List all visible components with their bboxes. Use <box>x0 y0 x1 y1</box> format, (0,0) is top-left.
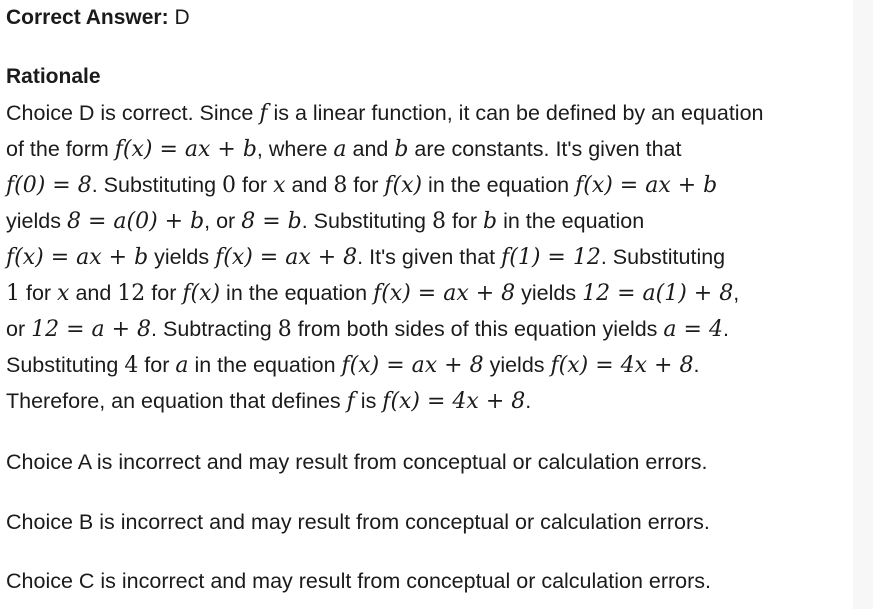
correct-answer-value: D <box>174 6 190 29</box>
rationale-text: . It's given that <box>357 245 502 269</box>
rationale-text: for <box>20 281 58 305</box>
math-expression: f(x) = ax + 8 <box>341 353 484 378</box>
rationale-text: . <box>525 389 532 413</box>
rationale-text: in the equation <box>497 209 645 233</box>
math-expression: x <box>273 173 286 198</box>
choice-c-explanation: Choice C is incorrect and may result from conceptual or calculation errors. <box>6 569 712 593</box>
rationale-text: are constants. It's given that <box>408 137 682 161</box>
rationale-text: for <box>347 173 385 197</box>
math-expression: 8 <box>277 317 292 342</box>
math-expression: x <box>57 281 70 306</box>
rationale-text: and <box>346 137 395 161</box>
rationale-text: from both sides of this equation yields <box>291 317 664 341</box>
rationale-line <box>6 95 856 131</box>
rationale-text: Choice D is correct. Since <box>6 101 260 125</box>
rationale-line <box>6 203 856 239</box>
math-expression: 4 <box>124 353 139 378</box>
math-expression: f(x) <box>182 281 221 306</box>
rationale-line <box>6 383 856 419</box>
math-expression: f(x) = ax + 8 <box>215 245 358 270</box>
math-expression: f(x) = ax + b <box>114 137 257 162</box>
rationale-text: is <box>354 389 383 413</box>
math-expression: f(x) = ax + b <box>6 245 149 270</box>
rationale-text: yields <box>148 245 216 269</box>
rationale-text: , <box>733 281 740 305</box>
rationale-text: Therefore, an equation that defines <box>6 389 347 413</box>
rationale-text: in the equation <box>220 281 374 305</box>
math-expression: 12 <box>117 281 146 306</box>
rationale-line <box>6 275 856 311</box>
rationale-text: of the form <box>6 137 115 161</box>
math-expression: f(0) = 8 <box>6 173 92 198</box>
rationale-line <box>6 311 856 347</box>
rationale-text: . Subtracting <box>151 317 278 341</box>
rationale-text: for <box>445 209 484 233</box>
math-expression: 12 = a + 8 <box>31 317 152 342</box>
rationale-text: in the equation <box>188 353 342 377</box>
math-expression: f(x) = ax + 8 <box>373 281 516 306</box>
math-expression: f(x) = 4x + 8 <box>382 389 526 414</box>
rationale-text: yields <box>483 353 551 377</box>
rationale-text: and <box>285 173 334 197</box>
rationale-text: . <box>722 317 729 341</box>
math-expression: 8 <box>333 173 348 198</box>
rationale-text: , or <box>204 209 242 233</box>
math-expression: a <box>333 137 347 162</box>
math-expression: 8 = a(0) + b <box>66 209 205 234</box>
correct-answer-label: Correct Answer: <box>6 6 169 29</box>
rationale-text: . Substituting <box>600 245 726 269</box>
math-expression: f(x) <box>384 173 423 198</box>
page-edge-strip <box>853 0 873 609</box>
rationale-text: for <box>145 281 183 305</box>
rationale-line <box>6 347 856 383</box>
rationale-text: in the equation <box>422 173 576 197</box>
rationale-text: yields <box>6 209 67 233</box>
rationale-text: for <box>138 353 176 377</box>
correct-answer-line <box>6 5 190 31</box>
math-expression: 8 <box>431 209 446 234</box>
rationale-text: . Substituting <box>91 173 223 197</box>
rationale-text: and <box>69 281 118 305</box>
rationale-text: or <box>6 317 32 341</box>
math-expression: f(x) = ax + b <box>575 173 718 198</box>
rationale-text: is a linear function, it can be defined by an equation <box>267 101 764 125</box>
math-expression: f <box>346 389 355 414</box>
math-expression: b <box>483 209 498 234</box>
math-expression: 8 = b <box>241 209 302 234</box>
rationale-text: , where <box>256 137 334 161</box>
rationale-line <box>6 239 856 275</box>
math-expression: 1 <box>6 281 20 306</box>
math-expression: a <box>175 353 189 378</box>
math-expression: f <box>259 101 268 126</box>
math-expression: f(1) = 12 <box>501 245 601 270</box>
math-expression: a = 4 <box>663 317 723 342</box>
rationale-text: yields <box>515 281 583 305</box>
choice-a-explanation: Choice A is incorrect and may result from conceptual or calculation errors. <box>6 450 708 474</box>
rationale-line <box>6 167 856 203</box>
choice-b-explanation: Choice B is incorrect and may result from conceptual or calculation errors. <box>6 510 710 534</box>
math-expression: 0 <box>222 173 237 198</box>
rationale-text: . Substituting <box>301 209 432 233</box>
math-expression: f(x) = 4x + 8 <box>550 353 694 378</box>
rationale-text: . <box>693 353 700 377</box>
rationale-line <box>6 131 856 167</box>
rationale-body <box>6 95 856 419</box>
math-expression: 12 = a(1) + 8 <box>582 281 734 306</box>
rationale-text: for <box>236 173 274 197</box>
math-expression: b <box>394 137 409 162</box>
rationale-text: Substituting <box>6 353 125 377</box>
rationale-heading: Rationale <box>6 65 101 88</box>
